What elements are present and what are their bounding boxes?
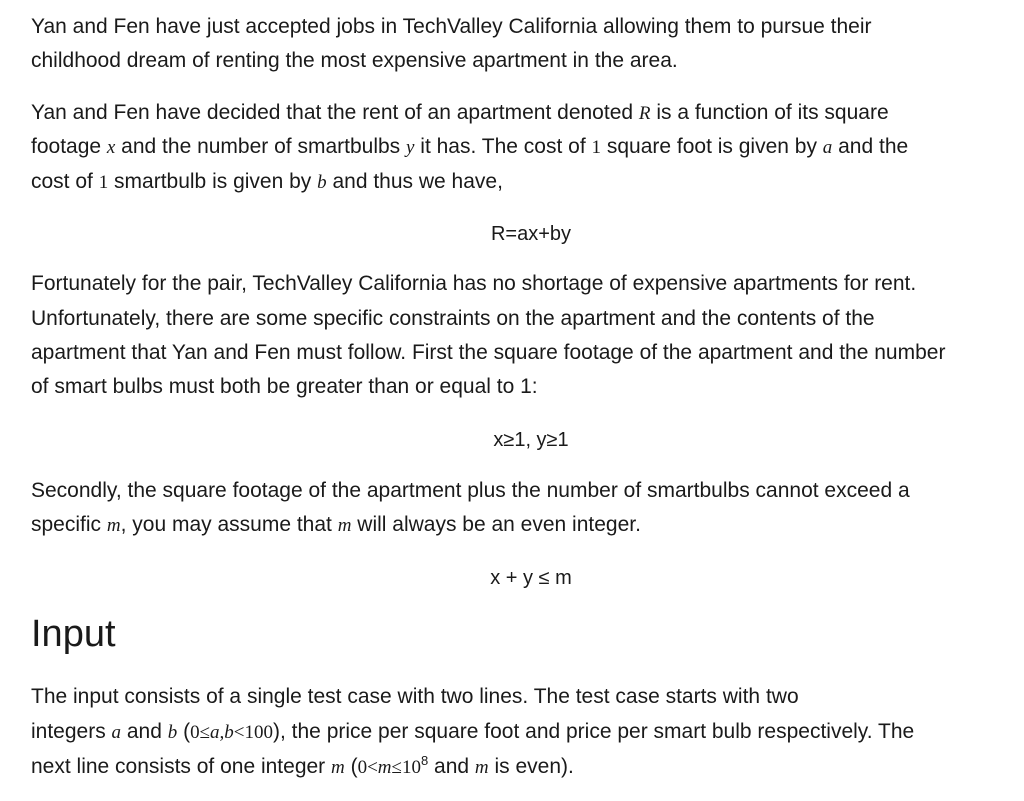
text: and: [428, 755, 475, 778]
variable-m: m: [377, 757, 392, 778]
variable-x: x: [106, 137, 116, 158]
text: footage: [31, 135, 107, 158]
intro-line-2: childhood dream of renting the most expensive apartment in the area.: [31, 49, 678, 72]
input-line-1: The input consists of a single test case with two lines. The test case starts with two: [31, 685, 799, 708]
variable-m: m: [331, 757, 345, 778]
variable-a: a: [111, 722, 122, 743]
text: and the number of smartbulbs: [115, 135, 407, 158]
constraints-line-2: Unfortunately, there are some specific constraints on the apartment and the contents of the: [31, 307, 875, 330]
rent-line-2: [31, 130, 908, 166]
number-one: 1: [98, 172, 109, 193]
constraints-line-3: apartment that Yan and Fen must follow. First the square footage of the apartment and the number: [31, 341, 946, 364]
minimum-formula: x≥1, y≥1: [493, 429, 569, 451]
range-start: 0<: [357, 757, 378, 778]
text: Yan and Fen have decided that the rent of an apartment denoted: [31, 101, 639, 124]
text: integers: [31, 720, 112, 743]
text: smartbulb is given by: [108, 170, 318, 193]
text: , you may assume that: [120, 513, 338, 536]
input-line-2: [31, 715, 914, 751]
text: and: [121, 720, 168, 743]
text: ), the price per square foot and price per smart bulb respectively. The: [273, 720, 915, 743]
rent-line-3: [31, 165, 503, 201]
text: next line consists of one integer: [31, 755, 332, 778]
range-end: ≤10: [391, 757, 421, 778]
text: it has. The cost of: [414, 135, 592, 158]
second-line-1: Secondly, the square footage of the apartment plus the number of smartbulbs cannot exceed a: [31, 479, 910, 502]
exponent: 8: [420, 753, 429, 768]
intro-line-1: Yan and Fen have just accepted jobs in TechValley California allowing them to pursue their: [31, 15, 872, 38]
variable-y: y: [406, 137, 415, 158]
maximum-formula: x + y ≤ m: [490, 567, 572, 589]
constraints-line-1: Fortunately for the pair, TechValley California has no shortage of expensive apartments for rent.: [31, 272, 917, 295]
text: and the: [832, 135, 909, 158]
range-end: <100: [233, 722, 273, 743]
rent-line-1: [31, 96, 889, 132]
input-line-3: [31, 750, 574, 786]
variable-m: m: [337, 515, 352, 536]
text: specific: [31, 513, 107, 536]
text: square foot is given by: [601, 135, 823, 158]
second-line-2: [31, 508, 641, 544]
variable-m: m: [474, 757, 489, 778]
range-start: 0≤: [190, 722, 211, 743]
text: and thus we have,: [326, 170, 503, 193]
number-one: 1: [591, 137, 601, 158]
variable-m: m: [106, 515, 121, 536]
variable-b: b: [167, 722, 178, 743]
text: (: [177, 720, 191, 743]
input-heading: Input: [31, 613, 116, 655]
text: will always be an even integer.: [351, 513, 641, 536]
constraints-line-4: of smart bulbs must both be greater than or equal to 1:: [31, 375, 538, 398]
variables-a-b: a,b: [210, 722, 234, 743]
rent-formula: R=ax+by: [490, 223, 572, 245]
variable-r: R: [638, 103, 651, 124]
variable-b: b: [317, 172, 327, 193]
text: is a function of its square: [650, 101, 889, 124]
text: cost of: [31, 170, 99, 193]
text: (: [344, 755, 358, 778]
text: is even).: [488, 755, 574, 778]
variable-a: a: [822, 137, 833, 158]
